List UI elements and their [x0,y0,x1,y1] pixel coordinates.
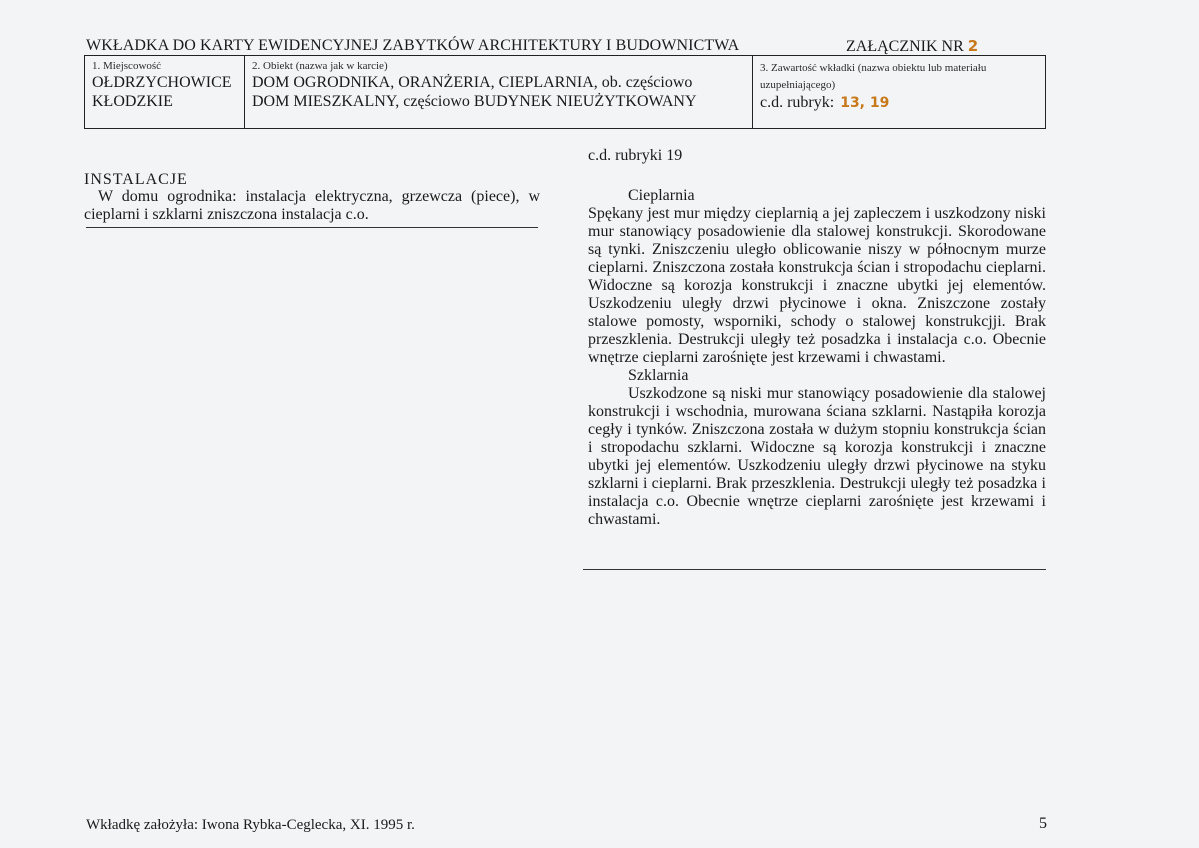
page-number: 5 [1039,815,1047,832]
left-divider [86,227,538,228]
contents-label-line1: 3. Zawartość wkładki (nazwa obiektu lub materiału [760,62,987,74]
header-table [84,55,1046,129]
contents-value-prefix: c.d. rubryk: [760,94,835,111]
cell-location [85,56,245,128]
location-line2: KŁODZKIE [92,93,173,110]
right-column [588,147,1046,529]
section-szklarnia-title: Szklarnia [628,367,689,384]
installations-heading: INSTALACJE [84,171,188,188]
annex-label-text: ZAŁĄCZNIK NR [846,38,964,55]
object-line2: DOM MIESZKALNY, częściowo BUDYNEK NIEUŻYTKOWANY [252,93,697,110]
contents-value-handwritten: 13, 19 [840,95,890,111]
cell-contents [753,56,1045,128]
left-column [84,171,540,224]
annex-label [846,37,978,56]
contents-value [760,94,1039,112]
section-cieplarnia-title: Cieplarnia [628,187,695,204]
right-divider [583,569,1046,570]
continuation-label: c.d. rubryki 19 [588,147,683,164]
annex-number-handwritten: 2 [967,37,979,55]
section-szklarnia-text: Uszkodzone są niski mur stanowiący posadowienie dla stalowej konstrukcji i wschodnia, murowana ściana szklarni. Nastąpiła korozja cegły i tynków. Zniszczona została w dużym stopniu konstrukcja ścian i stropodachu szklarni. Widoczne są korozja konstrukcji i znaczne ubytki jej elementów. Uszkodzeniu uległy drzwi płycinowe na styku szklarni i cieplarni. Brak przeszklenia. Destrukcji uległy też posadzka i instalacja c.o. Obecnie wnętrze cieplarni zarośnięte jest krzewami i chwastami. [588,385,1046,528]
section-cieplarnia-text: Spękany jest mur między cieplarnią a jej zapleczem i uszkodzony niski mur stanowiący posadowienie dla stalowej konstrukcji. Skorodowane są tynki. Zniszczeniu uległo oblicowanie niszy w północnym murze cieplarni. Zniszczona została konstrukcja ścian i stropodachu cieplarni. Widoczne są korozja konstrukcji i znaczne ubytki jej elementów. Uszkodzeniu uległy drzwi płycinowe i okna. Zniszczone zostały stalowe pomosty, wsporniki, schody o stalowej konstrukcjji. Brak przeszklenia. Destrukcji uległy też posadzka i instalacja c.o. Obecnie wnętrze cieplarni zarośnięte jest krzewami i chwastami. [588,205,1046,366]
installations-text: W domu ogrodnika: instalacja elektryczna, grzewcza (piece), w cieplarni i szklarni zniszczona instalacja c.o. [84,188,540,223]
location-label: 1. Miejscowość [92,60,162,72]
object-label: 2. Obiekt (nazwa jak w karcie) [252,60,388,72]
header-title: WKŁADKA DO KARTY EWIDENCYJNEJ ZABYTKÓW ARCHITEKTURY I BUDOWNICTWA [86,37,740,54]
object-line1: DOM OGRODNIKA, ORANŻERIA, CIEPLARNIA, ob. częściowo [252,74,693,91]
location-line1: OŁDRZYCHOWICE [92,74,232,91]
footer-author: Wkładkę założyła: Iwona Rybka-Ceglecka, XI. 1995 r. [86,817,415,833]
cell-object [245,56,753,128]
contents-label-line2: uzupełniającego) [760,79,836,91]
